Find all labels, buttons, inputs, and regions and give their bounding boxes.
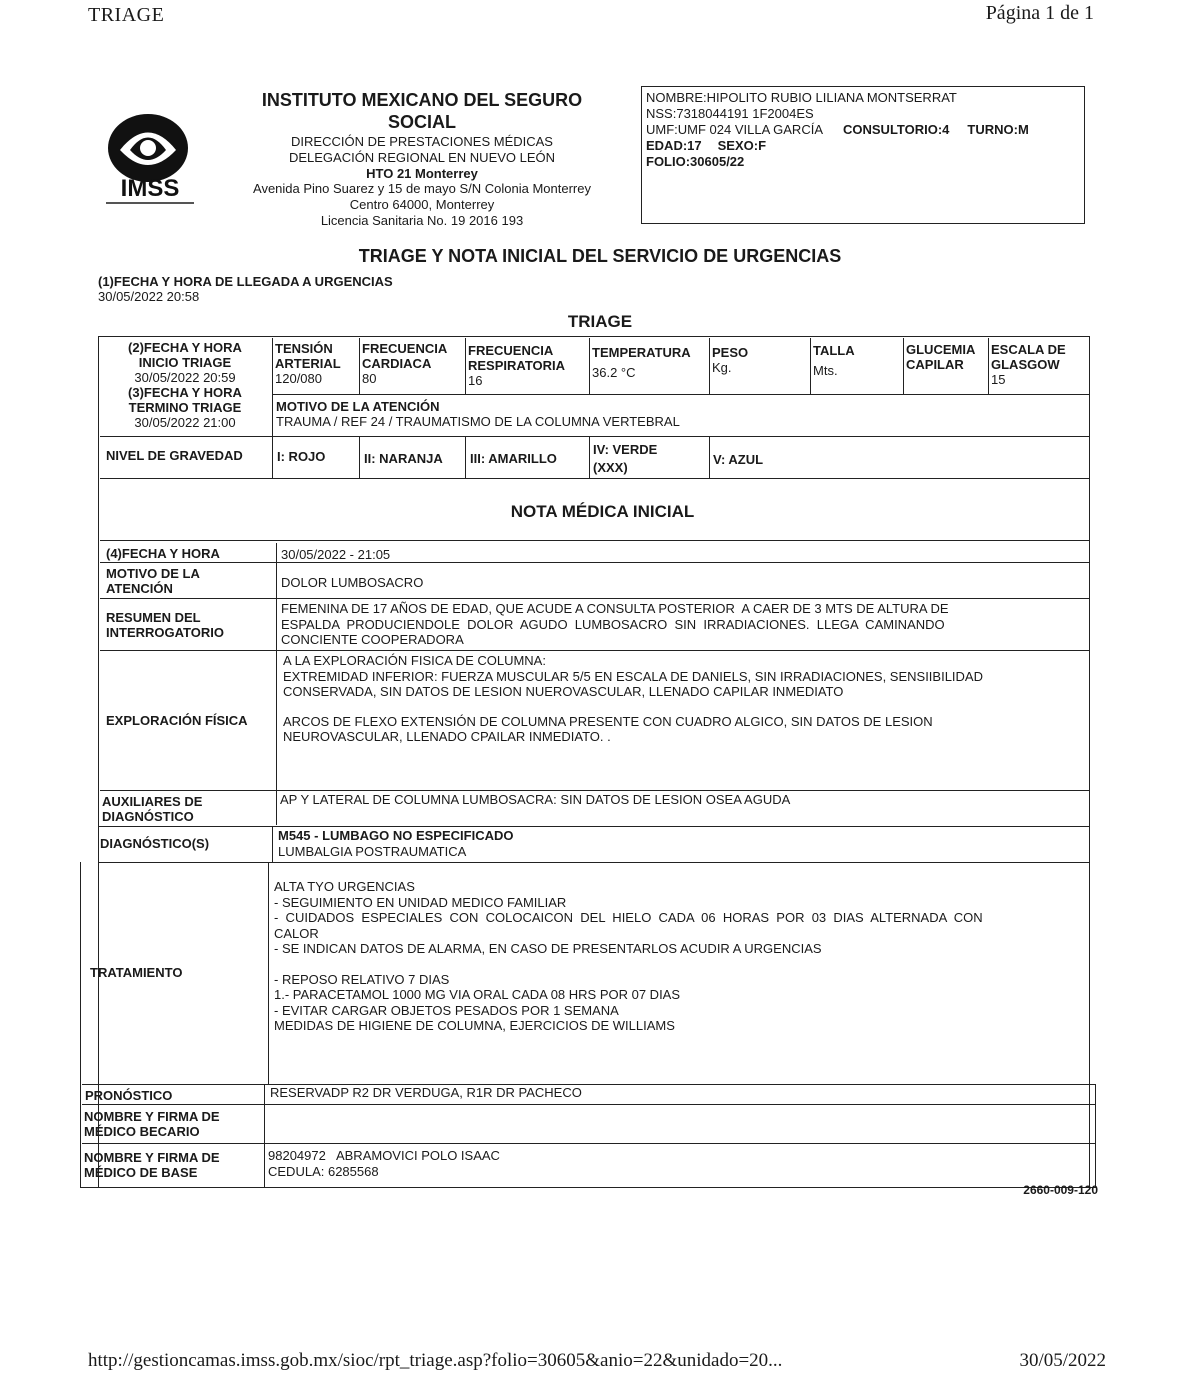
footer-date: 30/05/2022	[1019, 1350, 1106, 1371]
exploracion-label: EXPLORACIÓN FÍSICA	[106, 713, 248, 728]
vital-label: TEMPERATURA	[592, 345, 691, 360]
exploracion-line: EXTREMIDAD INFERIOR: FUERZA MUSCULAR 5/5 EN ESCALA DE DANIELS, SIN IRRADIACIONES, SENSIIBILIDAD	[283, 668, 983, 684]
triage-section-title: TRIAGE	[567, 312, 633, 331]
patient-nss: NSS:7318044191 1F2004ES	[646, 106, 814, 121]
pronostico-label: PRONÓSTICO	[85, 1088, 173, 1103]
base-cedula: CEDULA: 6285568	[268, 1163, 379, 1179]
resumen-line: ESPALDA PRODUCIENDOLE DOLOR AGUDO LUMBOSACRO SIN IRRADIACIONES. LLEGA CAMINANDO	[281, 616, 945, 632]
tratamiento-line: ALTA TYO URGENCIAS	[274, 879, 415, 894]
termino-label-2: TERMINO TRIAGE	[128, 400, 242, 415]
auxiliares-label-1: AUXILIARES DE	[102, 794, 203, 809]
vital-label: TENSIÓN	[275, 341, 333, 356]
exploracion-text	[283, 653, 1087, 745]
gravedad-label: NIVEL DE GRAVEDAD	[106, 448, 243, 463]
tratamiento-label: TRATAMIENTO	[90, 965, 183, 980]
becario-label-2: MÉDICO BECARIO	[84, 1124, 200, 1139]
vital-label: GLASGOW	[991, 357, 1060, 372]
nota-motivo-label-2: ATENCIÓN	[106, 581, 173, 596]
patient-umf: UMF:UMF 024 VILLA GARCÍA	[646, 122, 823, 137]
vital-label: PESO	[712, 345, 749, 360]
gravedad-verde-label: IV: VERDE	[593, 442, 658, 457]
inicio-label-1: (2)FECHA Y HORA	[128, 340, 242, 355]
triage-times	[100, 340, 270, 430]
resumen-text	[281, 601, 1087, 648]
delegation: DELEGACIÓN REGIONAL EN NUEVO LEÓN	[288, 149, 556, 165]
department: DIRECCIÓN DE PRESTACIONES MÉDICAS	[291, 133, 553, 149]
vital-glasgow	[991, 342, 1087, 387]
diagnostico-line-1: M545 - LUMBAGO NO ESPECIFICADO	[278, 828, 514, 843]
diagnostico-line-2: LUMBALGIA POSTRAUMATICA	[278, 843, 467, 859]
institution-name: INSTITUTO MEXICANO DEL SEGURO	[261, 90, 583, 110]
triage-motivo-label: MOTIVO DE LA ATENCIÓN	[276, 399, 440, 414]
tratamiento-line: - SEGUIMIENTO EN UNIDAD MEDICO FAMILIAR	[274, 894, 567, 910]
tratamiento-line: - SE INDICAN DATOS DE ALARMA, EN CASO DE PRESENTARLOS ACUDIR A URGENCIAS	[274, 941, 822, 956]
exploracion-line	[283, 700, 1087, 714]
vital-value: 15	[991, 372, 1006, 387]
tratamiento-line: 1.- PARACETAMOL 1000 MG VIA ORAL CADA 08 HRS POR 07 DIAS	[274, 987, 681, 1002]
vital-value: 36.2 °C	[592, 365, 636, 380]
nota-fecha-value: 30/05/2022 - 21:05	[281, 547, 391, 562]
patient-age: EDAD:17	[646, 138, 702, 153]
vital-label: FRECUENCIA	[468, 343, 554, 358]
logo-text: IMSS	[120, 175, 180, 202]
patient-folio: FOLIO:30605/22	[646, 154, 745, 169]
resumen-label-2: INTERROGATORIO	[106, 625, 224, 640]
footer-url[interactable]: http://gestioncamas.imss.gob.mx/sioc/rpt_triage.asp?folio=30605&anio=22&unidado=20...	[88, 1350, 783, 1371]
gravedad-azul: V: AZUL	[713, 452, 764, 467]
vital-temp	[592, 345, 710, 380]
patient-name: NOMBRE:HIPOLITO RUBIO LILIANA MONTSERRAT	[646, 90, 957, 105]
becario-label	[84, 1109, 220, 1139]
institution-block	[222, 90, 622, 229]
resumen-label	[106, 610, 224, 640]
nota-title: NOTA MÉDICA INICIAL	[510, 502, 695, 521]
nota-motivo-label-1: MOTIVO DE LA	[106, 566, 200, 581]
tratamiento-line: - EVITAR CARGAR OBJETOS PESADOS POR 1 SEMANA	[274, 1002, 619, 1018]
termino-value: 30/05/2022 21:00	[134, 415, 236, 430]
resumen-label-1: RESUMEN DEL	[106, 610, 201, 625]
gravedad-verde	[593, 442, 657, 475]
address-line-1: Avenida Pino Suarez y 15 de mayo S/N Colonia Monterrey	[253, 181, 591, 197]
vital-value: Kg.	[712, 360, 732, 375]
patient-turno: TURNO:M	[967, 122, 1029, 137]
document-title: TRIAGE Y NOTA INICIAL DEL SERVICIO DE URGENCIAS	[358, 246, 842, 266]
address-line-2: Centro 64000, Monterrey	[349, 197, 495, 213]
vital-glucemia	[906, 342, 990, 372]
pronostico-value: RESERVADP R2 DR VERDUGA, R1R DR PACHECO	[270, 1085, 582, 1100]
exploracion-line: CONSERVADA, SIN DATOS DE LESION NUEROVASCULAR, LLENADO CAPILAR INMEDIATO	[283, 684, 844, 699]
page-header-title: TRIAGE	[88, 4, 165, 26]
tratamiento-line	[274, 957, 1090, 972]
tratamiento-line: CALOR	[274, 925, 319, 941]
vital-value: 80	[362, 371, 377, 386]
resumen-line: FEMENINA DE 17 AÑOS DE EDAD, QUE ACUDE A CONSULTA POSTERIOR A CAER DE 3 MTS DE ALTURA DE	[281, 601, 949, 616]
arrival-value: 30/05/2022 20:58	[98, 289, 200, 304]
page-number: Página 1 de 1	[985, 2, 1094, 24]
exploracion-line: A LA EXPLORACIÓN FISICA DE COLUMNA:	[283, 653, 546, 668]
form-code: 2660-009-120	[1023, 1183, 1098, 1197]
nota-motivo-value: DOLOR LUMBOSACRO	[281, 575, 424, 590]
gravedad-naranja: II: NARANJA	[364, 451, 443, 466]
vital-label: CAPILAR	[906, 357, 964, 372]
vital-fc	[362, 341, 466, 386]
base-doctor-name: 98204972 ABRAMOVICI POLO ISAAC	[268, 1148, 500, 1163]
triage-motivo	[276, 399, 1086, 429]
vital-label: GLUCEMIA	[906, 342, 976, 357]
vital-tension	[275, 341, 361, 386]
sanitary-license: Licencia Sanitaria No. 19 2016 193	[320, 213, 524, 229]
gravedad-amarillo: III: AMARILLO	[470, 451, 557, 466]
diagnostico-value	[278, 828, 513, 859]
arrival-block	[98, 274, 393, 304]
nota-motivo-label	[106, 566, 200, 596]
vital-label: FRECUENCIA	[362, 341, 448, 356]
diagnostico-label: DIAGNÓSTICO(S)	[100, 836, 210, 851]
patient-sex: SEXO:F	[717, 138, 767, 153]
gravedad-selected-mark: (XXX)	[593, 460, 628, 475]
inicio-label-2: INICIO TRIAGE	[138, 355, 232, 370]
vital-label: CARDIACA	[362, 356, 432, 371]
tratamiento-line: MEDIDAS DE HIGIENE DE COLUMNA, EJERCICIOS DE WILLIAMS	[274, 1018, 675, 1033]
vital-label: ESCALA DE	[991, 342, 1066, 357]
vital-talla	[813, 343, 903, 378]
base-label-2: MÉDICO DE BASE	[84, 1165, 198, 1180]
vital-label: TALLA	[813, 343, 855, 358]
base-label	[84, 1150, 220, 1180]
auxiliares-label	[102, 794, 202, 824]
patient-info-box	[641, 86, 1085, 224]
patient-consultorio: CONSULTORIO:4	[843, 122, 950, 137]
tratamiento-line: - REPOSO RELATIVO 7 DIAS	[274, 971, 450, 987]
unit-name: HTO 21 Monterrey	[366, 165, 478, 181]
vital-value: 16	[468, 373, 483, 388]
tratamiento-text	[274, 879, 1090, 1034]
becario-label-1: NOMBRE Y FIRMA DE	[84, 1109, 220, 1124]
base-label-1: NOMBRE Y FIRMA DE	[84, 1150, 220, 1165]
vital-value: Mts.	[813, 363, 838, 378]
triage-motivo-value: TRAUMA / REF 24 / TRAUMATISMO DE LA COLUMNA VERTEBRAL	[276, 414, 680, 429]
vital-label: ARTERIAL	[275, 356, 341, 371]
termino-label-1: (3)FECHA Y HORA	[128, 385, 242, 400]
auxiliares-label-2: DIAGNÓSTICO	[102, 809, 194, 824]
exploracion-line: ARCOS DE FLEXO EXTENSIÓN DE COLUMNA PRESENTE CON CUADRO ALGICO, SIN DATOS DE LESION	[283, 713, 933, 729]
institution-name-2: SOCIAL	[387, 111, 456, 132]
tratamiento-line: - CUIDADOS ESPECIALES CON COLOCAICON DEL HIELO CADA 06 HORAS POR 03 DIAS ALTERNADA CON	[274, 910, 983, 925]
inicio-value: 30/05/2022 20:59	[134, 370, 236, 385]
arrival-label: (1)FECHA Y HORA DE LLEGADA A URGENCIAS	[98, 274, 393, 289]
nota-fecha-label: (4)FECHA Y HORA	[106, 546, 220, 561]
imss-logo	[100, 110, 200, 210]
resumen-line: CONCIENTE COOPERADORA	[281, 632, 464, 647]
vital-peso	[712, 345, 810, 375]
base-value	[268, 1148, 500, 1179]
auxiliares-value: AP Y LATERAL DE COLUMNA LUMBOSACRA: SIN DATOS DE LESION OSEA AGUDA	[280, 792, 791, 807]
gravedad-rojo: I: ROJO	[277, 449, 326, 464]
vital-label: RESPIRATORIA	[468, 358, 566, 373]
exploracion-line: NEUROVASCULAR, LLENADO CPAILAR INMEDIATO. .	[283, 729, 611, 744]
vital-value: 120/080	[275, 371, 322, 386]
vital-fr	[468, 343, 590, 388]
